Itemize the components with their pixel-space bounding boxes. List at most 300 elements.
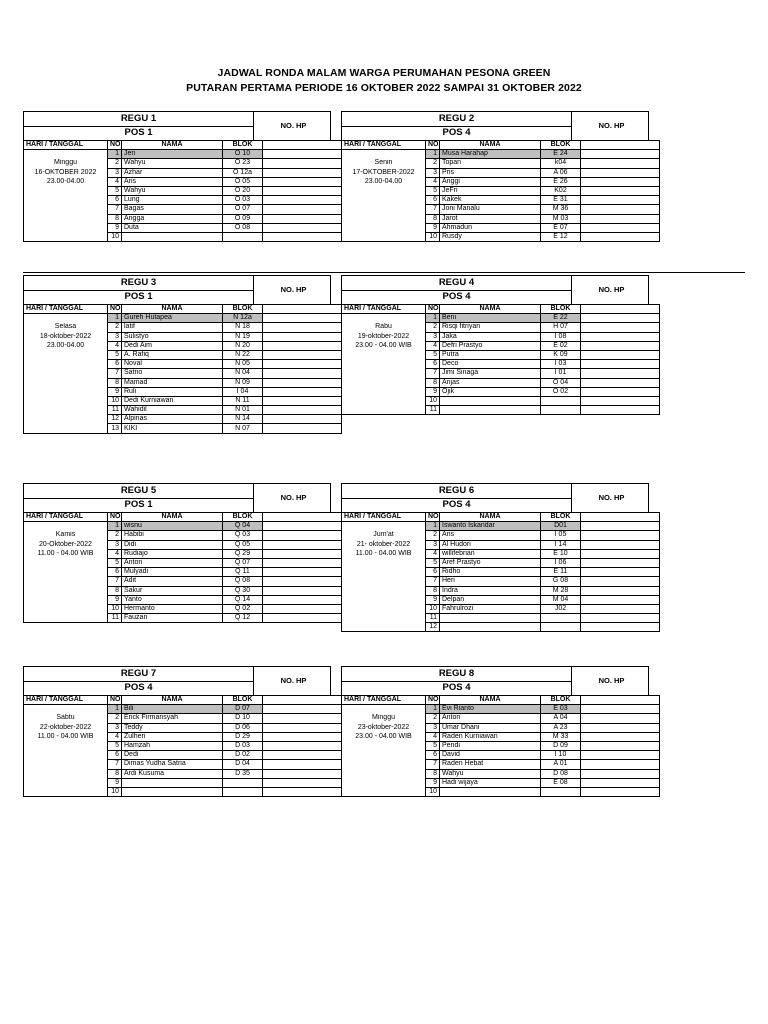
no-cell: 9 — [108, 595, 122, 604]
regu-header — [23, 666, 331, 695]
blok-cell: K02 — [541, 186, 581, 195]
nama-cell: Adit — [122, 577, 223, 586]
table-row — [342, 396, 660, 405]
regu-header — [23, 111, 331, 140]
no-cell: 9 — [108, 778, 122, 787]
table-row — [24, 406, 342, 415]
row-separator — [23, 272, 745, 273]
table-row — [24, 732, 342, 741]
no-hp-cell — [263, 223, 342, 232]
regu-header — [23, 275, 331, 304]
no-hp-cell — [263, 614, 342, 623]
nama-cell: Dedi Aim — [122, 341, 223, 350]
no-cell: 4 — [108, 732, 122, 741]
column-header-hp — [581, 305, 660, 314]
blok-cell: N 04 — [223, 369, 263, 378]
column-header-hari-tanggal: HARI / TANGGAL — [342, 696, 426, 705]
column-header-nama: NAMA — [122, 141, 223, 150]
blok-cell: A 23 — [541, 723, 581, 732]
column-header-hari-tanggal: HARI / TANGGAL — [342, 305, 426, 314]
regu-block-2 — [341, 111, 649, 242]
table-row — [24, 604, 342, 613]
nama-cell: Satrio — [122, 369, 223, 378]
nama-cell: Sakur — [122, 586, 223, 595]
regu-header — [341, 111, 649, 140]
table-row — [24, 424, 342, 433]
blok-cell: O 10 — [223, 150, 263, 159]
no-cell: 9 — [108, 223, 122, 232]
regu-name: REGU 1 — [24, 112, 253, 127]
no-cell: 11 — [108, 614, 122, 623]
no-cell: 3 — [108, 332, 122, 341]
no-cell: 3 — [108, 168, 122, 177]
hari-tanggal-cell — [342, 751, 426, 760]
nama-cell: KIKI — [122, 424, 223, 433]
nama-cell: Azhar — [122, 168, 223, 177]
no-hp-cell — [581, 522, 660, 531]
no-hp-cell — [263, 323, 342, 332]
table-row — [342, 341, 660, 350]
blok-cell: A 01 — [541, 760, 581, 769]
no-hp-cell — [581, 341, 660, 350]
blok-cell: A 04 — [541, 714, 581, 723]
table-row — [342, 760, 660, 769]
blok-cell: N 20 — [223, 341, 263, 350]
column-header-no: NO — [426, 696, 440, 705]
hari-tanggal-cell — [342, 623, 426, 632]
table-row — [24, 177, 342, 186]
no-cell: 2 — [108, 159, 122, 168]
nama-cell — [122, 778, 223, 787]
nama-cell — [122, 787, 223, 796]
hari-tanggal-cell — [24, 604, 108, 613]
document-title: JADWAL RONDA MALAM WARGA PERUMAHAN PESONA GREEN — [217, 67, 551, 79]
nama-cell: Jeri — [122, 150, 223, 159]
blok-cell: D 08 — [541, 769, 581, 778]
nama-cell: A. Rafiq — [122, 350, 223, 359]
nama-cell: Ruli — [122, 387, 223, 396]
hari-tanggal-cell — [24, 522, 108, 531]
hari-tanggal-cell — [342, 522, 426, 531]
hari-tanggal-cell — [342, 150, 426, 159]
no-hp-cell — [581, 705, 660, 714]
blok-cell: I 14 — [541, 540, 581, 549]
blok-cell: I 03 — [541, 360, 581, 369]
column-header-no: NO — [108, 141, 122, 150]
blok-cell: D 06 — [223, 723, 263, 732]
hari-tanggal-cell: Selasa — [24, 323, 108, 332]
no-cell: 9 — [426, 778, 440, 787]
nama-cell: Hamzah — [122, 741, 223, 750]
column-header-hp — [263, 513, 342, 522]
table-row — [342, 769, 660, 778]
no-cell: 9 — [426, 223, 440, 232]
table-row — [24, 614, 342, 623]
no-hp-cell — [581, 595, 660, 604]
no-cell: 10 — [426, 396, 440, 405]
no-cell: 12 — [108, 415, 122, 424]
no-hp-cell — [581, 577, 660, 586]
nama-cell: Musa Harahap — [440, 150, 541, 159]
table-row — [342, 778, 660, 787]
hari-tanggal-cell — [24, 387, 108, 396]
regu-name: REGU 5 — [24, 484, 253, 499]
blok-cell — [541, 787, 581, 796]
nama-cell: Noval — [122, 360, 223, 369]
table-row — [342, 186, 660, 195]
column-header-blok: BLOK — [541, 305, 581, 314]
table-row — [24, 586, 342, 595]
no-cell: 6 — [426, 568, 440, 577]
no-hp-cell — [263, 196, 342, 205]
nama-cell: Joni Manalu — [440, 205, 541, 214]
no-cell: 5 — [426, 558, 440, 567]
nama-cell: Yanto — [122, 595, 223, 604]
no-hp-header: NO. HP — [253, 112, 333, 140]
nama-cell: Aref Prastyo — [440, 558, 541, 567]
no-cell: 7 — [426, 760, 440, 769]
nama-cell: Anjas — [440, 378, 541, 387]
blok-cell: M 36 — [541, 205, 581, 214]
no-hp-cell — [581, 168, 660, 177]
blok-cell: D 02 — [223, 751, 263, 760]
no-cell: 9 — [108, 387, 122, 396]
regu-pos: POS 1 — [124, 127, 153, 138]
no-cell: 6 — [108, 196, 122, 205]
table-row — [342, 577, 660, 586]
no-hp-cell — [581, 540, 660, 549]
table-row — [24, 522, 342, 531]
blok-cell: N 14 — [223, 415, 263, 424]
hari-tanggal-cell: 23.00-04.00 — [24, 177, 108, 186]
no-hp-cell — [581, 396, 660, 405]
nama-cell: Wahyu — [440, 769, 541, 778]
blok-cell: N 07 — [223, 424, 263, 433]
nama-cell: Ardi Kusuma — [122, 769, 223, 778]
hari-tanggal-cell — [24, 760, 108, 769]
nama-cell: Alpinas — [122, 415, 223, 424]
table-row — [24, 540, 342, 549]
table-row — [342, 714, 660, 723]
column-header-no: NO — [108, 305, 122, 314]
regu-header — [341, 275, 649, 304]
column-header-hp — [263, 141, 342, 150]
no-hp-cell — [581, 378, 660, 387]
regu-block-7 — [23, 666, 331, 797]
blok-cell: O 03 — [223, 196, 263, 205]
hari-tanggal-cell — [342, 558, 426, 567]
table-row — [342, 323, 660, 332]
table-row — [342, 732, 660, 741]
no-cell: 8 — [108, 378, 122, 387]
no-hp-cell — [263, 751, 342, 760]
hari-tanggal-cell: Minggu — [342, 714, 426, 723]
nama-cell — [440, 406, 541, 415]
no-cell: 1 — [426, 522, 440, 531]
blok-cell: O 04 — [541, 378, 581, 387]
blok-cell: J02 — [541, 604, 581, 613]
hari-tanggal-cell: 11.00 - 04.00 WIB — [342, 549, 426, 558]
hari-tanggal-cell — [24, 369, 108, 378]
no-hp-cell — [263, 778, 342, 787]
regu-table — [341, 695, 660, 797]
nama-cell: Dimas Yudha Satria — [122, 760, 223, 769]
blok-cell: A 06 — [541, 168, 581, 177]
table-row — [24, 214, 342, 223]
no-hp-cell — [263, 369, 342, 378]
nama-cell: Deco — [440, 360, 541, 369]
nama-cell: Lung — [122, 196, 223, 205]
regu-table — [23, 140, 342, 242]
no-hp-cell — [581, 723, 660, 732]
document-subtitle: PUTARAN PERTAMA PERIODE 16 OKTOBER 2022 SAMPAI 31 OKTOBER 2022 — [186, 82, 582, 94]
blok-cell — [541, 406, 581, 415]
hari-tanggal-cell: 22-oktober-2022 — [24, 723, 108, 732]
hari-tanggal-cell — [24, 378, 108, 387]
blok-cell: Q 05 — [223, 540, 263, 549]
table-row — [24, 751, 342, 760]
no-cell: 4 — [426, 549, 440, 558]
table-row — [342, 522, 660, 531]
blok-cell: Q 12 — [223, 614, 263, 623]
blok-cell: N 12a — [223, 314, 263, 323]
column-header-blok: BLOK — [541, 696, 581, 705]
blok-cell: Q 29 — [223, 549, 263, 558]
table-row — [24, 558, 342, 567]
no-cell: 4 — [426, 732, 440, 741]
hari-tanggal-cell: 18-oktober-2022 — [24, 332, 108, 341]
no-cell: 6 — [426, 751, 440, 760]
regu-block-3 — [23, 275, 331, 434]
blok-cell: I 06 — [541, 558, 581, 567]
column-header-hari-tanggal: HARI / TANGGAL — [342, 513, 426, 522]
no-cell: 6 — [108, 568, 122, 577]
no-hp-cell — [263, 150, 342, 159]
blok-cell: Q 07 — [223, 558, 263, 567]
hari-tanggal-cell — [342, 378, 426, 387]
no-hp-header: NO. HP — [571, 276, 651, 304]
hari-tanggal-cell — [24, 314, 108, 323]
hari-tanggal-cell: 20-Oktober-2022 — [24, 540, 108, 549]
table-row — [24, 705, 342, 714]
hari-tanggal-cell — [24, 769, 108, 778]
table-row — [342, 568, 660, 577]
column-header-nama: NAMA — [122, 513, 223, 522]
blok-cell: G 08 — [541, 577, 581, 586]
hari-tanggal-cell — [342, 586, 426, 595]
nama-cell: Zulheri — [122, 732, 223, 741]
no-cell: 4 — [108, 177, 122, 186]
hari-tanggal-cell — [24, 186, 108, 195]
no-cell: 4 — [108, 341, 122, 350]
hari-tanggal-cell — [24, 214, 108, 223]
no-hp-cell — [263, 360, 342, 369]
blok-cell: Q 30 — [223, 586, 263, 595]
hari-tanggal-cell — [342, 350, 426, 359]
hari-tanggal-cell: 23.00-04.00 — [24, 341, 108, 350]
no-cell: 8 — [426, 378, 440, 387]
blok-cell: N 09 — [223, 378, 263, 387]
no-cell: 3 — [108, 723, 122, 732]
hari-tanggal-cell — [24, 205, 108, 214]
no-cell: 7 — [426, 577, 440, 586]
blok-cell: E 07 — [541, 223, 581, 232]
table-row — [24, 549, 342, 558]
table-row — [342, 214, 660, 223]
column-header-hari-tanggal: HARI / TANGGAL — [24, 305, 108, 314]
blok-cell — [541, 614, 581, 623]
nama-cell: Erick Firmansyah — [122, 714, 223, 723]
no-hp-cell — [263, 186, 342, 195]
nama-cell: Fahrulrozi — [440, 604, 541, 613]
column-header-nama: NAMA — [440, 305, 541, 314]
blok-cell — [223, 232, 263, 241]
table-row — [24, 196, 342, 205]
blok-cell: M 33 — [541, 732, 581, 741]
nama-cell: Bili — [122, 705, 223, 714]
nama-cell: Kakek — [440, 196, 541, 205]
nama-cell: Jarot — [440, 214, 541, 223]
no-hp-cell — [581, 150, 660, 159]
nama-cell: Rusdy — [440, 232, 541, 241]
nama-cell: Raden Kurniawan — [440, 732, 541, 741]
hari-tanggal-cell — [24, 406, 108, 415]
hari-tanggal-cell: 23-oktober-2022 — [342, 723, 426, 732]
blok-cell: O 08 — [223, 223, 263, 232]
no-hp-cell — [263, 741, 342, 750]
nama-cell: Topan — [440, 159, 541, 168]
table-row — [342, 314, 660, 323]
hari-tanggal-cell: Sabtu — [24, 714, 108, 723]
hari-tanggal-cell: 21- oktober-2022 — [342, 540, 426, 549]
blok-cell — [541, 623, 581, 632]
table-row — [342, 595, 660, 604]
column-header-hp — [581, 141, 660, 150]
nama-cell: Evi Rianto — [440, 705, 541, 714]
blok-cell: D 35 — [223, 769, 263, 778]
table-row — [24, 760, 342, 769]
no-cell: 1 — [426, 150, 440, 159]
regu-block-1 — [23, 111, 331, 242]
no-hp-cell — [263, 424, 342, 433]
no-hp-cell — [263, 705, 342, 714]
hari-tanggal-cell — [342, 214, 426, 223]
hari-tanggal-cell — [24, 360, 108, 369]
nama-cell: Ojik — [440, 387, 541, 396]
hari-tanggal-cell — [24, 150, 108, 159]
no-hp-cell — [581, 623, 660, 632]
table-row — [342, 150, 660, 159]
nama-cell: Risqi fitriyan — [440, 323, 541, 332]
hari-tanggal-cell: 11.00 - 04.00 WIB — [24, 549, 108, 558]
no-hp-cell — [263, 723, 342, 732]
blok-cell: D 29 — [223, 732, 263, 741]
hari-tanggal-cell — [342, 196, 426, 205]
table-row — [342, 177, 660, 186]
no-cell: 7 — [426, 205, 440, 214]
no-hp-cell — [263, 177, 342, 186]
table-row — [24, 787, 342, 796]
blok-cell: M 28 — [541, 586, 581, 595]
no-hp-cell — [581, 604, 660, 613]
hari-tanggal-cell — [342, 778, 426, 787]
no-hp-cell — [581, 332, 660, 341]
table-row — [342, 787, 660, 796]
hari-tanggal-cell — [342, 787, 426, 796]
no-hp-cell — [581, 323, 660, 332]
nama-cell: Anton — [122, 558, 223, 567]
no-cell: 7 — [108, 369, 122, 378]
blok-cell: H 07 — [541, 323, 581, 332]
hari-tanggal-cell: 23.00 - 04.00 WIB — [342, 341, 426, 350]
nama-cell: Delpan — [440, 595, 541, 604]
nama-cell: Angga — [122, 214, 223, 223]
column-header-no: NO — [426, 141, 440, 150]
table-row — [24, 205, 342, 214]
hari-tanggal-cell: 23.00-04.00 — [342, 177, 426, 186]
no-hp-cell — [263, 205, 342, 214]
nama-cell — [440, 396, 541, 405]
no-hp-cell — [581, 196, 660, 205]
blok-cell: Q 03 — [223, 531, 263, 540]
nama-cell: Heri — [440, 577, 541, 586]
blok-cell: N 05 — [223, 360, 263, 369]
table-row — [24, 778, 342, 787]
no-hp-cell — [263, 341, 342, 350]
no-cell: 2 — [108, 714, 122, 723]
no-hp-header: NO. HP — [253, 276, 333, 304]
table-row — [24, 723, 342, 732]
nama-cell: Didi — [122, 540, 223, 549]
nama-cell: Hermanto — [122, 604, 223, 613]
regu-table — [341, 140, 660, 242]
blok-cell: I 04 — [223, 387, 263, 396]
table-row — [342, 223, 660, 232]
no-cell: 10 — [108, 604, 122, 613]
no-cell: 2 — [426, 323, 440, 332]
table-row — [342, 369, 660, 378]
nama-cell: Raden Hebat — [440, 760, 541, 769]
no-hp-cell — [581, 214, 660, 223]
nama-cell: Wahidil — [122, 406, 223, 415]
no-cell: 5 — [426, 186, 440, 195]
no-hp-cell — [263, 522, 342, 531]
blok-cell: Q 14 — [223, 595, 263, 604]
no-hp-cell — [263, 787, 342, 796]
nama-cell: Wahyu — [122, 186, 223, 195]
no-hp-cell — [263, 406, 342, 415]
blok-cell: Q 08 — [223, 577, 263, 586]
nama-cell: Iswanto Iskandar — [440, 522, 541, 531]
hari-tanggal-cell — [342, 614, 426, 623]
no-hp-cell — [581, 406, 660, 415]
blok-cell: E 02 — [541, 341, 581, 350]
blok-cell: M 03 — [541, 214, 581, 223]
nama-cell: Mamad — [122, 378, 223, 387]
no-cell: 11 — [426, 614, 440, 623]
regu-name: REGU 7 — [24, 667, 253, 682]
table-row — [24, 159, 342, 168]
column-header-hari-tanggal: HARI / TANGGAL — [24, 696, 108, 705]
blok-cell: E 11 — [541, 568, 581, 577]
hari-tanggal-cell — [342, 406, 426, 415]
no-hp-cell — [263, 568, 342, 577]
table-row — [24, 150, 342, 159]
no-cell: 1 — [426, 705, 440, 714]
table-row — [342, 387, 660, 396]
no-cell: 8 — [108, 586, 122, 595]
no-cell: 5 — [108, 350, 122, 359]
